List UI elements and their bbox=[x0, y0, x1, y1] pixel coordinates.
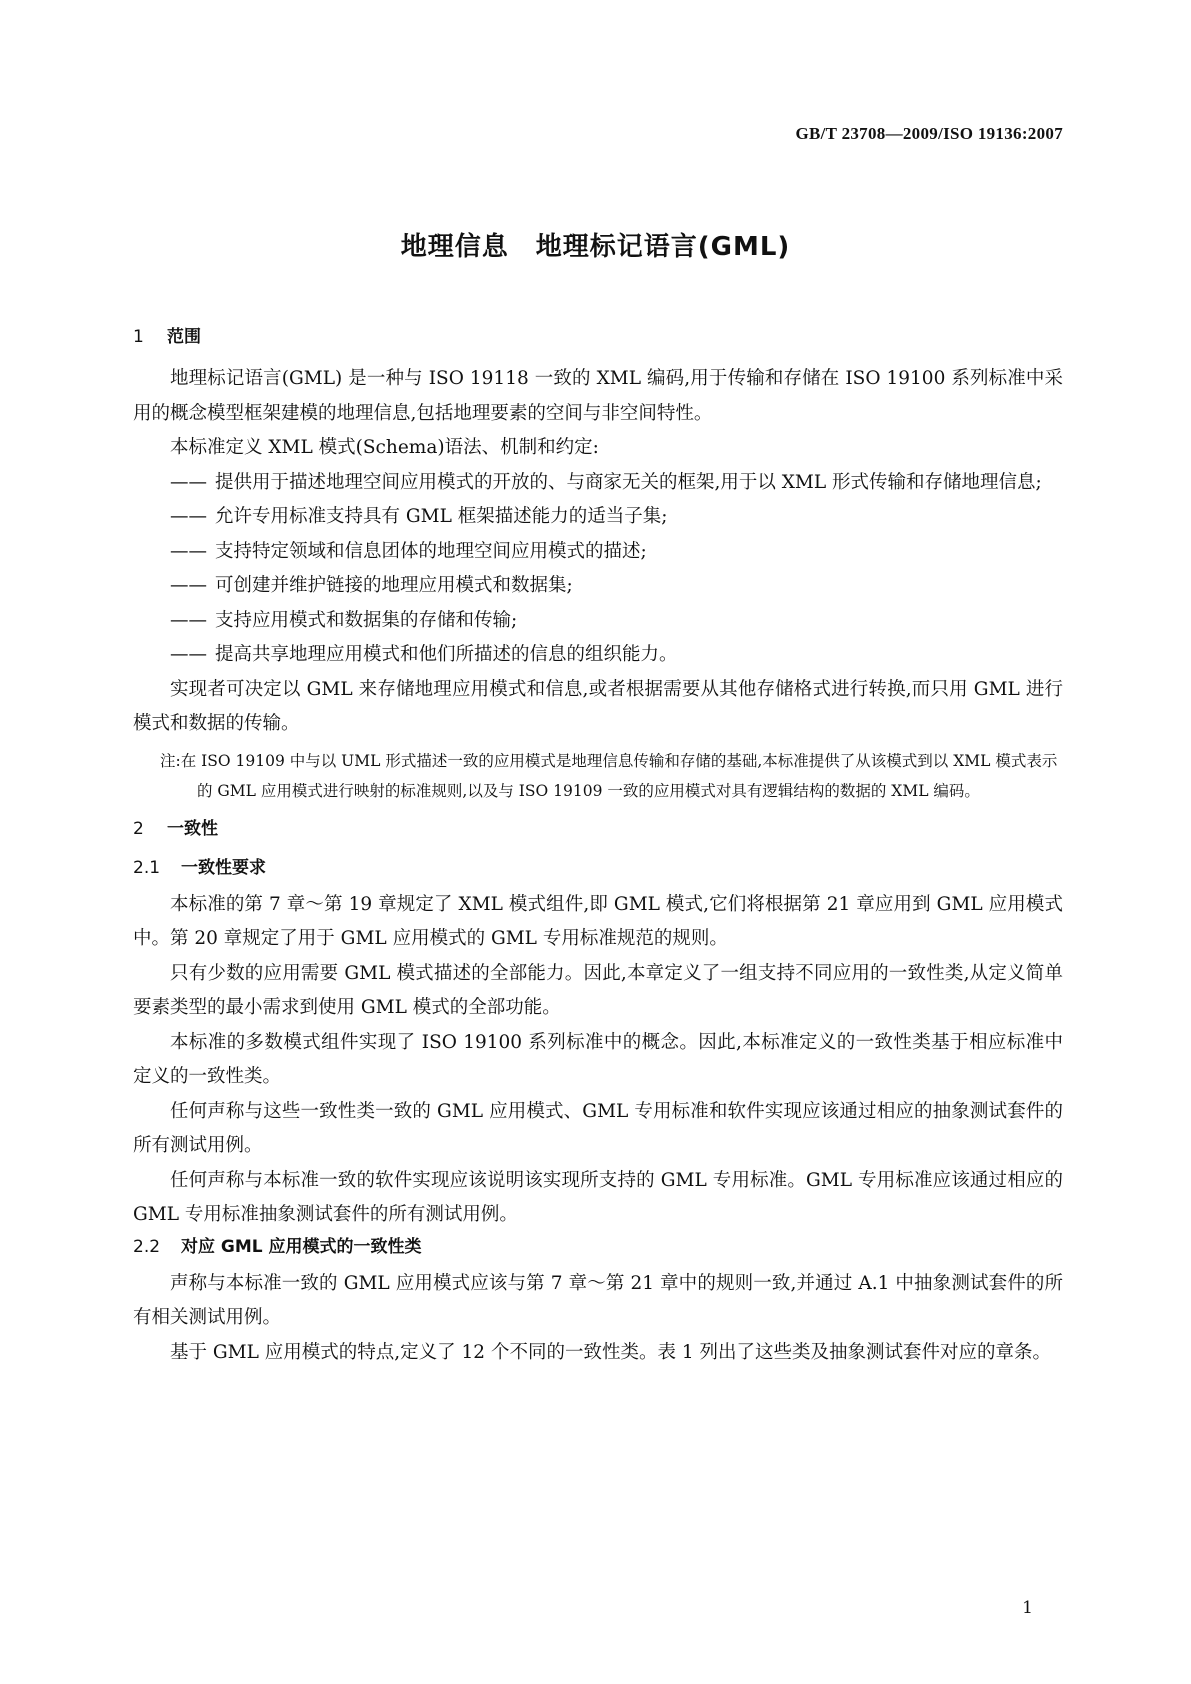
paragraph: 任何声称与本标准一致的软件实现应该说明该实现所支持的 GML 专用标准。GML 专用标准应该通过相应的 GML 专用标准抽象测试套件的所有测试用例。 bbox=[133, 1169, 1063, 1225]
list-item: —— 支持特定领域和信息团体的地理空间应用模式的描述; bbox=[133, 535, 1063, 570]
paragraph: 实现者可决定以 GML 来存储地理应用模式和信息,或者根据需要从其他存储格式进行转换,而只用 GML 进行模式和数据的传输。 bbox=[133, 678, 1063, 734]
list-item: —— 支持应用模式和数据集的存储和传输; bbox=[133, 604, 1063, 639]
list-item: —— 可创建并维护链接的地理应用模式和数据集; bbox=[133, 569, 1063, 604]
paragraph: 基于 GML 应用模式的特点,定义了 12 个不同的一致性类。表 1 列出了这些类及抽象测试套件对应的章条。 bbox=[170, 1341, 1051, 1363]
section-title: 一致性要求 bbox=[181, 857, 266, 878]
section-2-2-heading bbox=[133, 1233, 1063, 1267]
section-2-1-heading bbox=[133, 854, 1063, 888]
list-item: —— 允许专用标准支持具有 GML 框架描述能力的适当子集; bbox=[133, 500, 1063, 535]
paragraph: 声称与本标准一致的 GML 应用模式应该与第 7 章～第 21 章中的规则一致,并通过 A.1 中抽象测试套件的所有相关测试用例。 bbox=[133, 1272, 1063, 1328]
dash-mark: —— bbox=[170, 471, 207, 493]
list-item: —— 提高共享地理应用模式和他们所描述的信息的组织能力。 bbox=[133, 638, 1063, 673]
paragraph: 只有少数的应用需要 GML 模式描述的全部能力。因此,本章定义了一组支持不同应用的一致性类,从定义简单要素类型的最小需求到使用 GML 模式的全部功能。 bbox=[133, 962, 1063, 1018]
note: 注:在 ISO 19109 中与以 UML 形式描述一致的应用模式是地理信息传输和存储的基础,本标准提供了从该模式到以 XML 模式表示的 GML 应用模式进行映射的标准规则,以及与 ISO 19109 一致的应用模式对具有逻辑结构的数据的 XML 编码。 bbox=[160, 751, 1058, 800]
dash-mark: —— bbox=[170, 506, 207, 527]
section-title: 范围 bbox=[167, 327, 201, 347]
dash-mark: —— bbox=[170, 575, 207, 596]
paragraph: 本标准的第 7 章～第 19 章规定了 XML 模式组件,即 GML 模式,它们将根据第 21 章应用到 GML 应用模式中。第 20 章规定了用于 GML 应用模式的 GML 专用标准规范的规则。 bbox=[133, 893, 1063, 949]
document-body bbox=[133, 326, 1063, 1370]
section-number: 1 bbox=[133, 327, 144, 347]
section-1-heading bbox=[133, 326, 1063, 362]
dash-mark: —— bbox=[170, 540, 207, 562]
dash-mark: —— bbox=[170, 609, 207, 631]
dash-mark: —— bbox=[170, 644, 207, 665]
section-number: 2.1 bbox=[133, 857, 161, 878]
section-number: 2.2 bbox=[133, 1236, 161, 1257]
section-title: 对应 GML 应用模式的一致性类 bbox=[181, 1236, 422, 1257]
page-number: 1 bbox=[1022, 1598, 1033, 1618]
list-item: —— 提供用于描述地理空间应用模式的开放的、与商家无关的框架,用于以 XML 形式传输和存储地理信息; bbox=[133, 466, 1063, 501]
section-title: 一致性 bbox=[167, 818, 218, 839]
standard-code: GB/T 23708—2009/ISO 19136:2007 bbox=[795, 124, 1063, 143]
document-title: 地理信息 地理标记语言(GML) bbox=[400, 232, 791, 262]
section-number: 2 bbox=[133, 818, 144, 839]
paragraph: 本标准的多数模式组件实现了 ISO 19100 系列标准中的概念。因此,本标准定义的一致性类基于相应标准中定义的一致性类。 bbox=[133, 1031, 1063, 1087]
section-2-heading bbox=[133, 818, 1063, 854]
paragraph: 本标准定义 XML 模式(Schema)语法、机制和约定: bbox=[170, 437, 599, 458]
paragraph: 地理标记语言(GML) 是一种与 ISO 19118 一致的 XML 编码,用于传输和存储在 ISO 19100 系列标准中采用的概念模型框架建模的地理信息,包括地理要素的空间与非空间特性。 bbox=[133, 368, 1063, 424]
paragraph: 任何声称与这些一致性类一致的 GML 应用模式、GML 专用标准和软件实现应该通过相应的抽象测试套件的所有测试用例。 bbox=[133, 1100, 1063, 1156]
